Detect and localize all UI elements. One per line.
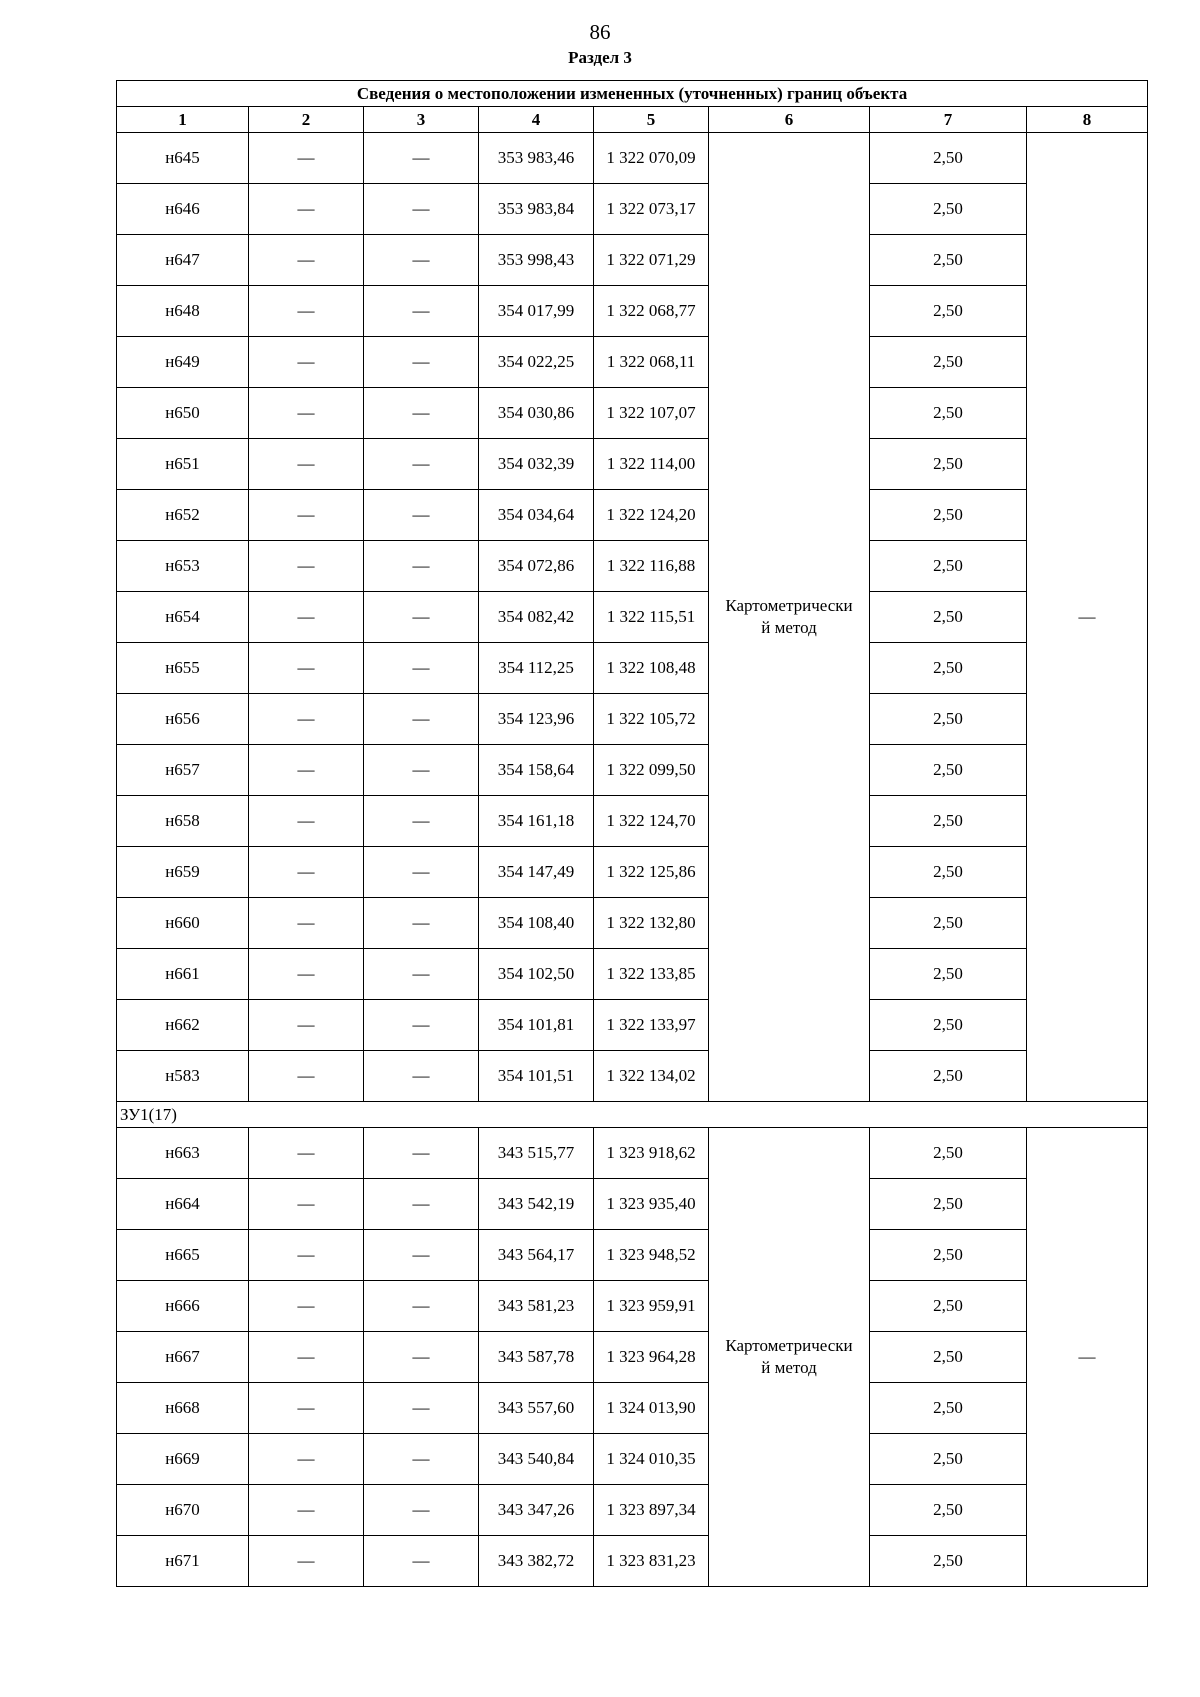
col3-cell: — (364, 388, 479, 439)
y-coordinate-cell: 1 322 068,11 (594, 337, 709, 388)
precision-cell: 2,50 (870, 1332, 1027, 1383)
method-text-line: Картометрически (725, 1336, 853, 1355)
method-cell (709, 133, 870, 1102)
column-header: 2 (249, 107, 364, 133)
method-cell (709, 1128, 870, 1587)
point-id-cell: н660 (117, 898, 249, 949)
point-id-cell: н652 (117, 490, 249, 541)
col2-cell: — (249, 1000, 364, 1051)
col3-cell: — (364, 1128, 479, 1179)
table-row (117, 1000, 1148, 1051)
point-id-cell: н583 (117, 1051, 249, 1102)
col3-cell: — (364, 1485, 479, 1536)
y-coordinate-cell: 1 322 071,29 (594, 235, 709, 286)
col2-cell: — (249, 1281, 364, 1332)
col3-cell: — (364, 1230, 479, 1281)
precision-cell: 2,50 (870, 235, 1027, 286)
table-row (117, 592, 1148, 643)
column-header: 6 (709, 107, 870, 133)
col2-cell: — (249, 592, 364, 643)
point-id-cell: н648 (117, 286, 249, 337)
col3-cell: — (364, 949, 479, 1000)
y-coordinate-cell: 1 323 918,62 (594, 1128, 709, 1179)
table-row (117, 694, 1148, 745)
table-title: Сведения о местоположении измененных (уточненных) границ объекта (117, 81, 1148, 107)
point-id-cell: н656 (117, 694, 249, 745)
precision-cell: 2,50 (870, 1434, 1027, 1485)
column-header: 3 (364, 107, 479, 133)
y-coordinate-cell: 1 324 013,90 (594, 1383, 709, 1434)
x-coordinate-cell: 354 022,25 (479, 337, 594, 388)
col2-cell: — (249, 1230, 364, 1281)
header-row (117, 107, 1148, 133)
point-id-cell: н669 (117, 1434, 249, 1485)
table-row (117, 184, 1148, 235)
x-coordinate-cell: 343 581,23 (479, 1281, 594, 1332)
y-coordinate-cell: 1 322 124,20 (594, 490, 709, 541)
table-row (117, 337, 1148, 388)
x-coordinate-cell: 354 030,86 (479, 388, 594, 439)
x-coordinate-cell: 354 082,42 (479, 592, 594, 643)
y-coordinate-cell: 1 323 964,28 (594, 1332, 709, 1383)
x-coordinate-cell: 354 101,51 (479, 1051, 594, 1102)
point-id-cell: н650 (117, 388, 249, 439)
table-row (117, 1434, 1148, 1485)
x-coordinate-cell: 353 983,46 (479, 133, 594, 184)
precision-cell: 2,50 (870, 1128, 1027, 1179)
col3-cell: — (364, 490, 479, 541)
precision-cell: 2,50 (870, 1230, 1027, 1281)
y-coordinate-cell: 1 322 068,77 (594, 286, 709, 337)
precision-cell: 2,50 (870, 439, 1027, 490)
y-coordinate-cell: 1 323 959,91 (594, 1281, 709, 1332)
column-header: 1 (117, 107, 249, 133)
col3-cell: — (364, 439, 479, 490)
table-row (117, 1332, 1148, 1383)
col2-cell: — (249, 847, 364, 898)
point-id-cell: н662 (117, 1000, 249, 1051)
table-row (117, 541, 1148, 592)
col2-cell: — (249, 898, 364, 949)
table-row (117, 490, 1148, 541)
precision-cell: 2,50 (870, 592, 1027, 643)
precision-cell: 2,50 (870, 643, 1027, 694)
col3-cell: — (364, 184, 479, 235)
point-id-cell: н666 (117, 1281, 249, 1332)
precision-cell: 2,50 (870, 1383, 1027, 1434)
table-row (117, 1536, 1148, 1587)
point-id-cell: н668 (117, 1383, 249, 1434)
col3-cell: — (364, 1434, 479, 1485)
table-row (117, 1179, 1148, 1230)
point-id-cell: н664 (117, 1179, 249, 1230)
table-row (117, 235, 1148, 286)
y-coordinate-cell: 1 324 010,35 (594, 1434, 709, 1485)
y-coordinate-cell: 1 323 831,23 (594, 1536, 709, 1587)
table-row (117, 847, 1148, 898)
point-id-cell: н645 (117, 133, 249, 184)
col3-cell: — (364, 847, 479, 898)
method-text-line: й метод (761, 618, 817, 637)
table-row (117, 1485, 1148, 1536)
table-row (117, 643, 1148, 694)
precision-cell: 2,50 (870, 184, 1027, 235)
point-id-cell: н671 (117, 1536, 249, 1587)
col2-cell: — (249, 439, 364, 490)
y-coordinate-cell: 1 322 105,72 (594, 694, 709, 745)
precision-cell: 2,50 (870, 898, 1027, 949)
point-id-cell: н655 (117, 643, 249, 694)
x-coordinate-cell: 353 998,43 (479, 235, 594, 286)
x-coordinate-cell: 343 382,72 (479, 1536, 594, 1587)
col3-cell: — (364, 898, 479, 949)
precision-cell: 2,50 (870, 694, 1027, 745)
col3-cell: — (364, 286, 479, 337)
y-coordinate-cell: 1 322 124,70 (594, 796, 709, 847)
table-row (117, 388, 1148, 439)
col3-cell: — (364, 694, 479, 745)
col3-cell: — (364, 643, 479, 694)
x-coordinate-cell: 354 101,81 (479, 1000, 594, 1051)
table-row (117, 1383, 1148, 1434)
table-row (117, 286, 1148, 337)
y-coordinate-cell: 1 322 073,17 (594, 184, 709, 235)
col3-cell: — (364, 1000, 479, 1051)
y-coordinate-cell: 1 322 132,80 (594, 898, 709, 949)
y-coordinate-cell: 1 322 125,86 (594, 847, 709, 898)
point-id-cell: н658 (117, 796, 249, 847)
col2-cell: — (249, 745, 364, 796)
col2-cell: — (249, 643, 364, 694)
col2-cell: — (249, 1536, 364, 1587)
col8-cell: — (1027, 133, 1148, 1102)
col3-cell: — (364, 337, 479, 388)
precision-cell: 2,50 (870, 847, 1027, 898)
point-id-cell: н651 (117, 439, 249, 490)
precision-cell: 2,50 (870, 1281, 1027, 1332)
y-coordinate-cell: 1 322 114,00 (594, 439, 709, 490)
precision-cell: 2,50 (870, 1536, 1027, 1587)
boundary-coordinates-table (116, 80, 1148, 1587)
x-coordinate-cell: 343 540,84 (479, 1434, 594, 1485)
x-coordinate-cell: 353 983,84 (479, 184, 594, 235)
precision-cell: 2,50 (870, 1179, 1027, 1230)
x-coordinate-cell: 343 515,77 (479, 1128, 594, 1179)
point-id-cell: н647 (117, 235, 249, 286)
section-title: Раздел 3 (568, 48, 632, 67)
x-coordinate-cell: 354 072,86 (479, 541, 594, 592)
point-id-cell: н659 (117, 847, 249, 898)
col3-cell: — (364, 1281, 479, 1332)
column-header: 5 (594, 107, 709, 133)
col3-cell: — (364, 235, 479, 286)
col3-cell: — (364, 796, 479, 847)
table-row (117, 133, 1148, 184)
precision-cell: 2,50 (870, 286, 1027, 337)
table-row (117, 1051, 1148, 1102)
point-id-cell: н665 (117, 1230, 249, 1281)
table-row (117, 745, 1148, 796)
point-id-cell: н649 (117, 337, 249, 388)
x-coordinate-cell: 343 587,78 (479, 1332, 594, 1383)
precision-cell: 2,50 (870, 1485, 1027, 1536)
table-row (117, 898, 1148, 949)
col2-cell: — (249, 337, 364, 388)
column-header: 4 (479, 107, 594, 133)
x-coordinate-cell: 343 347,26 (479, 1485, 594, 1536)
x-coordinate-cell: 354 112,25 (479, 643, 594, 694)
col2-cell: — (249, 184, 364, 235)
point-id-cell: н663 (117, 1128, 249, 1179)
column-header: 8 (1027, 107, 1148, 133)
col3-cell: — (364, 745, 479, 796)
col2-cell: — (249, 388, 364, 439)
x-coordinate-cell: 354 147,49 (479, 847, 594, 898)
group-label: ЗУ1(17) (117, 1102, 1148, 1128)
col3-cell: — (364, 1179, 479, 1230)
col2-cell: — (249, 541, 364, 592)
point-id-cell: н670 (117, 1485, 249, 1536)
y-coordinate-cell: 1 323 948,52 (594, 1230, 709, 1281)
precision-cell: 2,50 (870, 949, 1027, 1000)
x-coordinate-cell: 354 158,64 (479, 745, 594, 796)
precision-cell: 2,50 (870, 541, 1027, 592)
x-coordinate-cell: 354 102,50 (479, 949, 594, 1000)
x-coordinate-cell: 343 564,17 (479, 1230, 594, 1281)
table-row (117, 796, 1148, 847)
table-row (117, 949, 1148, 1000)
y-coordinate-cell: 1 322 134,02 (594, 1051, 709, 1102)
page-number: 86 (589, 20, 611, 44)
x-coordinate-cell: 343 542,19 (479, 1179, 594, 1230)
point-id-cell: н667 (117, 1332, 249, 1383)
col3-cell: — (364, 541, 479, 592)
point-id-cell: н661 (117, 949, 249, 1000)
y-coordinate-cell: 1 322 070,09 (594, 133, 709, 184)
precision-cell: 2,50 (870, 388, 1027, 439)
col3-cell: — (364, 133, 479, 184)
y-coordinate-cell: 1 322 107,07 (594, 388, 709, 439)
table-row (117, 1128, 1148, 1179)
precision-cell: 2,50 (870, 490, 1027, 541)
precision-cell: 2,50 (870, 337, 1027, 388)
y-coordinate-cell: 1 322 099,50 (594, 745, 709, 796)
method-text-line: й метод (761, 1358, 817, 1377)
point-id-cell: н657 (117, 745, 249, 796)
col2-cell: — (249, 1383, 364, 1434)
col2-cell: — (249, 1128, 364, 1179)
col2-cell: — (249, 1434, 364, 1485)
y-coordinate-cell: 1 322 115,51 (594, 592, 709, 643)
y-coordinate-cell: 1 322 108,48 (594, 643, 709, 694)
col2-cell: — (249, 1179, 364, 1230)
col8-cell: — (1027, 1128, 1148, 1587)
col2-cell: — (249, 949, 364, 1000)
col3-cell: — (364, 1383, 479, 1434)
method-text-line: Картометрически (725, 596, 853, 615)
col3-cell: — (364, 592, 479, 643)
x-coordinate-cell: 343 557,60 (479, 1383, 594, 1434)
col2-cell: — (249, 235, 364, 286)
precision-cell: 2,50 (870, 745, 1027, 796)
y-coordinate-cell: 1 323 935,40 (594, 1179, 709, 1230)
col2-cell: — (249, 1332, 364, 1383)
table-row (117, 1281, 1148, 1332)
col2-cell: — (249, 490, 364, 541)
col3-cell: — (364, 1332, 479, 1383)
column-header: 7 (870, 107, 1027, 133)
col2-cell: — (249, 133, 364, 184)
precision-cell: 2,50 (870, 1051, 1027, 1102)
table-row (117, 1230, 1148, 1281)
col2-cell: — (249, 286, 364, 337)
x-coordinate-cell: 354 108,40 (479, 898, 594, 949)
col3-cell: — (364, 1051, 479, 1102)
col2-cell: — (249, 1485, 364, 1536)
x-coordinate-cell: 354 034,64 (479, 490, 594, 541)
col3-cell: — (364, 1536, 479, 1587)
point-id-cell: н654 (117, 592, 249, 643)
precision-cell: 2,50 (870, 1000, 1027, 1051)
point-id-cell: н653 (117, 541, 249, 592)
y-coordinate-cell: 1 322 133,97 (594, 1000, 709, 1051)
x-coordinate-cell: 354 017,99 (479, 286, 594, 337)
x-coordinate-cell: 354 161,18 (479, 796, 594, 847)
group-label-row (117, 1102, 1148, 1128)
y-coordinate-cell: 1 323 897,34 (594, 1485, 709, 1536)
table-row (117, 439, 1148, 490)
x-coordinate-cell: 354 123,96 (479, 694, 594, 745)
x-coordinate-cell: 354 032,39 (479, 439, 594, 490)
y-coordinate-cell: 1 322 133,85 (594, 949, 709, 1000)
col2-cell: — (249, 796, 364, 847)
col2-cell: — (249, 1051, 364, 1102)
point-id-cell: н646 (117, 184, 249, 235)
precision-cell: 2,50 (870, 796, 1027, 847)
y-coordinate-cell: 1 322 116,88 (594, 541, 709, 592)
precision-cell: 2,50 (870, 133, 1027, 184)
col2-cell: — (249, 694, 364, 745)
